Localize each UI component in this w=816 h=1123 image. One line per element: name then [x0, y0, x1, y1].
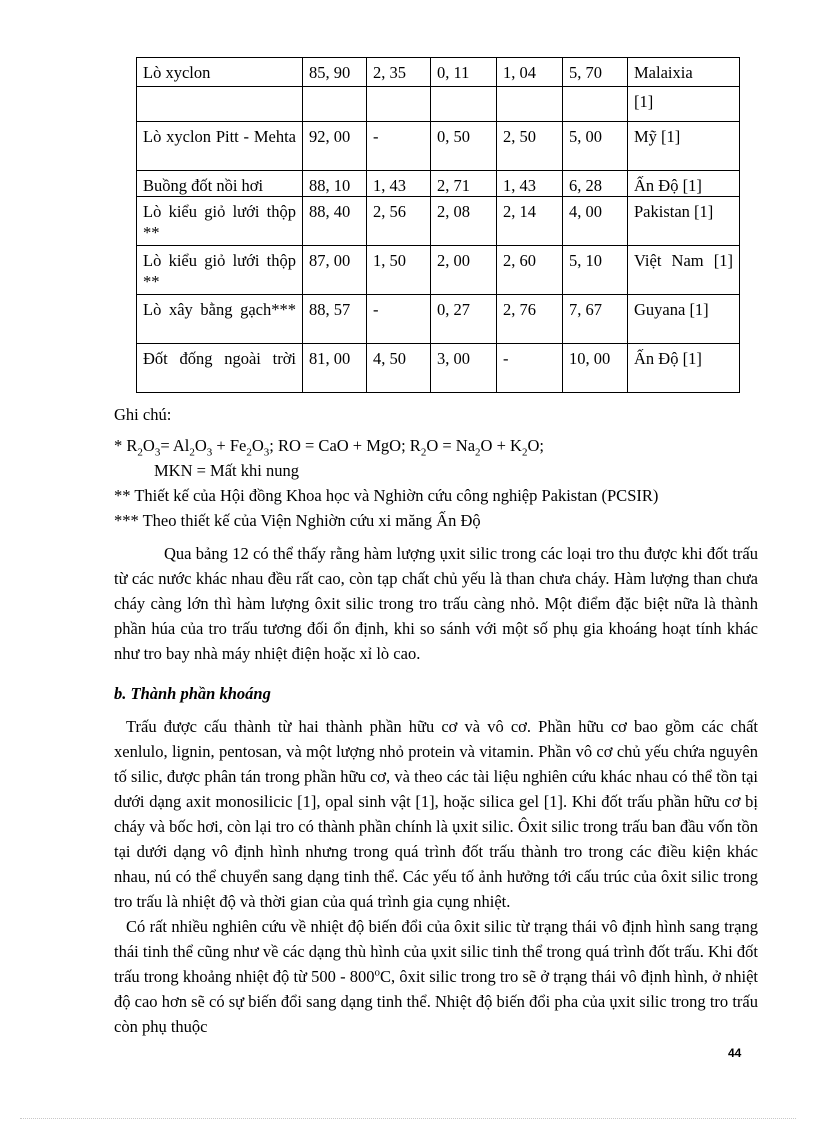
cell-value: 2, 14 — [497, 197, 563, 246]
table-row — [137, 246, 740, 295]
furnace-name: Lò xây bằng gạch*** — [137, 295, 303, 344]
table-row — [137, 344, 740, 393]
cell-value: 4, 00 — [563, 197, 628, 246]
cell-value: 2, 76 — [497, 295, 563, 344]
table-row — [137, 197, 740, 246]
cell-value: 85, 90 — [303, 58, 367, 87]
origin-country: [1] — [628, 87, 740, 122]
cell-value: 2, 35 — [367, 58, 431, 87]
cell-value: 0, 11 — [431, 58, 497, 87]
cell-value: 92, 00 — [303, 122, 367, 171]
table-row — [137, 171, 740, 197]
cell-value: 4, 50 — [367, 344, 431, 393]
paragraph-mineral-composition: Trấu được cấu thành từ hai thành phần hữu cơ và vô cơ. Phần hữu cơ bao gồm các chất xenlulo, lignin, pentosan, và một lượng nhỏ protein và vitamin. Phần vô cơ chủ yếu chứa nguyên tố silic, được phân tán trong phần hữu cơ, và theo các tài liệu nghiên cứu khác nhau có thể tồn tại dưới dạng axit monosilicic [1], opal sinh vật [1], hoặc silica gel [1]. Khi đốt trấu phần hữu cơ bị cháy và bốc hơi, còn lại tro có thành phần chính là ụxit silic. Ôxit silic trong trấu ban đầu vốn tồn tại dưới dạng vô định hình nhưng trong quá trình đốt trấu thành tro trong các điều kiện khác nhau, nú có thể chuyển sang dạng tinh thể. Các yếu tố ảnh hưởng tới cấu trúc của ôxit silic trong tro trấu là nhiệt độ và thời gian của quá trình gia cụng nhiệt. — [114, 717, 758, 911]
cell-value: 88, 40 — [303, 197, 367, 246]
cell-value: 2, 71 — [431, 171, 497, 197]
cell-value: - — [497, 344, 563, 393]
cell-value: 88, 10 — [303, 171, 367, 197]
cell-value: 2, 56 — [367, 197, 431, 246]
page-bottom-divider — [20, 1118, 796, 1119]
cell-value: 5, 10 — [563, 246, 628, 295]
cell-value: 2, 00 — [431, 246, 497, 295]
cell-value: 2, 50 — [497, 122, 563, 171]
notes-title: Ghi chú: — [114, 405, 172, 424]
paragraph-table-summary: Qua bảng 12 có thể thấy rằng hàm lượng ụxit silic trong các loại tro thu được khi đốt trấu từ các nước khác nhau đều rất cao, còn tạp chất chủ yếu là than chưa cháy. Hàm lượng than chưa cháy càng lớn thì hàm lượng ôxit silic trong tro trấu càng nhỏ. Một điểm đặc biệt nữa là thành phần húa của tro trấu tương đối ổn định, khi so sánh với một số phụ gia khoáng hoạt tính khác như tro bay nhà máy nhiệt điện hoặc xỉ lò cao. — [114, 544, 758, 663]
cell-value: 2, 60 — [497, 246, 563, 295]
furnace-name: Lò xyclon Pitt - Mehta — [137, 122, 303, 171]
composition-table — [136, 57, 740, 393]
furnace-name: Lò kiểu giỏ lưới thộp ** — [137, 197, 303, 246]
cell-value: 1, 04 — [497, 58, 563, 87]
origin-country: Pakistan [1] — [628, 197, 740, 246]
cell-value: - — [367, 122, 431, 171]
cell-value: 88, 57 — [303, 295, 367, 344]
page-number: 44 — [728, 1046, 742, 1060]
cell-value: 5, 70 — [563, 58, 628, 87]
cell-value: 6, 28 — [563, 171, 628, 197]
table-row — [137, 295, 740, 344]
cell-value: 87, 00 — [303, 246, 367, 295]
cell-value: 0, 50 — [431, 122, 497, 171]
cell-value: 3, 00 — [431, 344, 497, 393]
cell-value — [563, 87, 628, 122]
origin-country: Malaixia — [628, 58, 740, 87]
origin-country: Ấn Độ [1] — [628, 344, 740, 393]
oxide-formula: * $R_2O_3= Al_2O_3 + Fe_2O_3$; RO = CaO + MgO; $R_2O = Na_2O + K_2O$; — [114, 436, 544, 459]
origin-country: Ấn Độ [1] — [628, 171, 740, 197]
table-row — [137, 122, 740, 171]
furnace-name: Đốt đống ngoài trời — [137, 344, 303, 393]
cell-value: 0, 27 — [431, 295, 497, 344]
furnace-name: Buồng đốt nồi hơi — [137, 171, 303, 197]
cell-value: 1, 50 — [367, 246, 431, 295]
furnace-name — [137, 87, 303, 122]
notes-section — [114, 402, 758, 533]
section-heading: b. Thành phần khoáng — [114, 684, 271, 703]
paragraph-phase-transition: Có rất nhiều nghiên cứu về nhiệt độ biến đổi của ôxit silic từ trạng thái vô định hình sang trạng thái tinh thể cũng như về các dạng thù hình của ụxit silic tinh thể trong quá trình đốt trấu. Khi đốt trấu trong khoảng nhiệt độ từ 500 - 800$^o$C, ôxit silic trong tro sẽ ở trạng thái vô định hình, ở nhiệt độ cao hơn sẽ có sự biến đổi sang dạng tinh thể. Nhiệt độ biến đổi pha của ụxit silic trong tro trấu còn phụ thuộc — [114, 917, 758, 1036]
cell-value — [431, 87, 497, 122]
cell-value: 5, 00 — [563, 122, 628, 171]
table-row — [137, 87, 740, 122]
origin-country: Việt Nam [1] — [628, 246, 740, 295]
furnace-name: Lò xyclon — [137, 58, 303, 87]
pcsir-note: ** Thiết kế của Hội đồng Khoa học và Nghiờn cứu công nghiệp Pakistan (PCSIR) — [114, 486, 659, 505]
cell-value: 81, 00 — [303, 344, 367, 393]
cell-value: 2, 08 — [431, 197, 497, 246]
cell-value: - — [367, 295, 431, 344]
table-row — [137, 58, 740, 87]
mkn-note: MKN = Mất khi nung — [154, 461, 299, 480]
cell-value: 10, 00 — [563, 344, 628, 393]
cell-value: 1, 43 — [367, 171, 431, 197]
origin-country: Guyana [1] — [628, 295, 740, 344]
cell-value: 1, 43 — [497, 171, 563, 197]
cell-value — [497, 87, 563, 122]
india-note: *** Theo thiết kế của Viện Nghiờn cứu xi măng Ấn Độ — [114, 511, 481, 530]
cell-value: 7, 67 — [563, 295, 628, 344]
origin-country: Mỹ [1] — [628, 122, 740, 171]
furnace-name: Lò kiểu giỏ lưới thộp ** — [137, 246, 303, 295]
cell-value — [303, 87, 367, 122]
cell-value — [367, 87, 431, 122]
